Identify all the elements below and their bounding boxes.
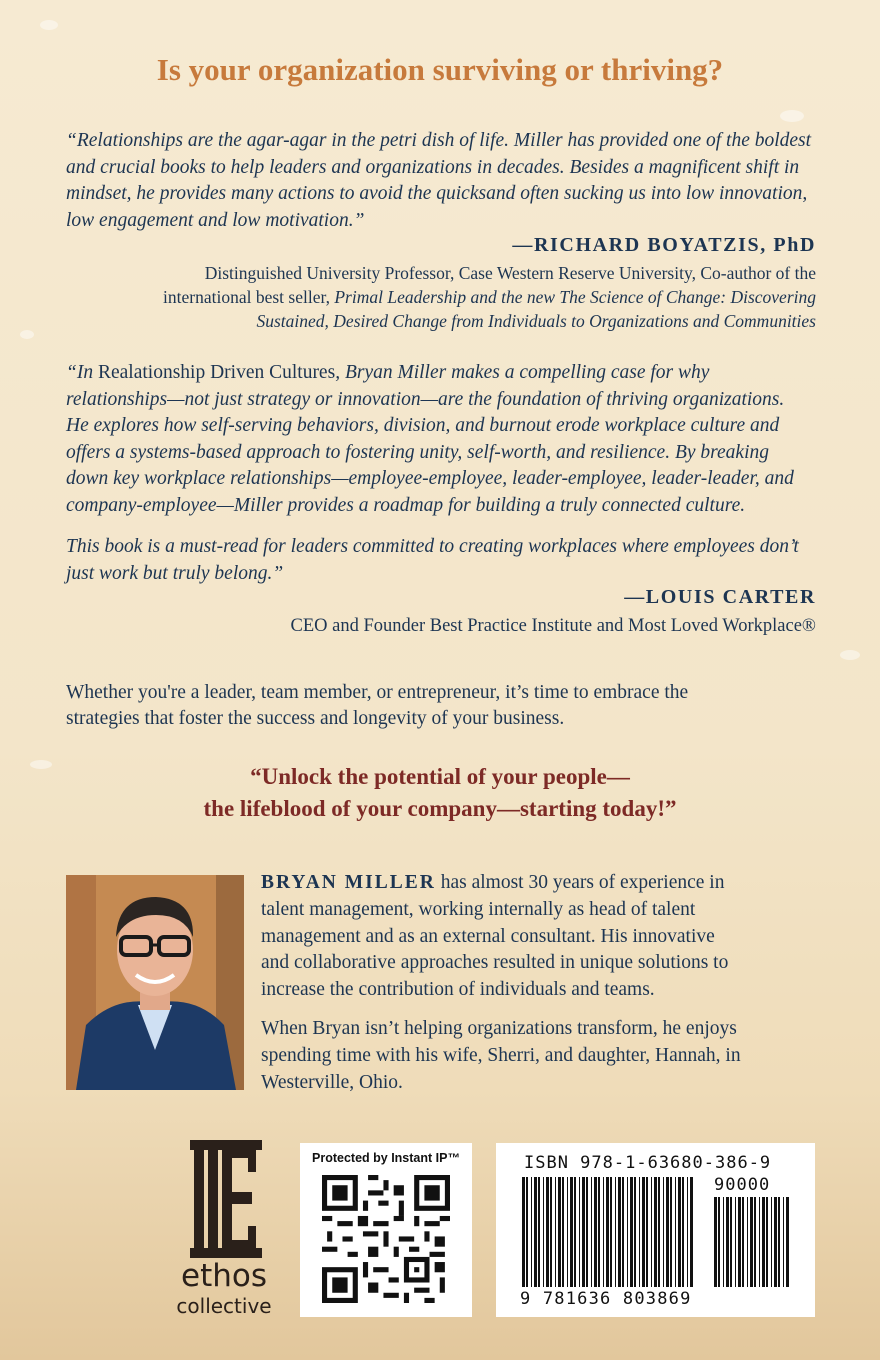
quote-line: down key workplace relationships—employee-employee, leader-employee, leader-leader, and: [66, 468, 794, 489]
quote-text: “In: [66, 362, 98, 383]
barcode-bar: [526, 1177, 528, 1287]
barcode-bar: [543, 1177, 544, 1287]
barcode-bar: [690, 1177, 693, 1287]
paper-texture: [40, 20, 58, 30]
quote-line: low engagement and low motivation.”: [66, 209, 365, 231]
barcode-bar: [538, 1177, 540, 1287]
barcode-bar: [586, 1177, 588, 1287]
barcode-bar: [606, 1177, 609, 1287]
barcode-bar: [627, 1177, 628, 1287]
affiliation-line: [56, 285, 816, 309]
barcode-bar: [750, 1197, 753, 1287]
barcode-bar: [771, 1197, 772, 1287]
bio-line: When Bryan isn’t helping organizations transform, he enjoys: [261, 1018, 737, 1039]
book-title: Realationship Driven Cultures: [97, 362, 336, 383]
bio-line: and collaborative approaches resulted in unique solutions to: [261, 952, 729, 974]
bio-line: management and as an external consultant. His innovative: [261, 925, 715, 947]
quote-text: , Bryan Miller makes a compelling case for why: [335, 362, 710, 383]
barcode-addon-bars: [712, 1197, 792, 1287]
author-name: BRYAN MILLER: [261, 872, 436, 893]
isbn-number: ISBN 978-1-63680-386-9: [524, 1153, 772, 1173]
barcode-bar: [642, 1177, 645, 1287]
pull-quote-line: the lifeblood of your company—starting today!”: [203, 796, 677, 821]
barcode-bar: [594, 1177, 597, 1287]
barcode-bar: [630, 1177, 633, 1287]
barcode-bar: [735, 1197, 736, 1287]
bio-line: [261, 870, 816, 897]
barcode-bar: [591, 1177, 592, 1287]
qr-label: Protected by Instant IP™: [312, 1151, 460, 1165]
barcode-bar: [723, 1197, 724, 1287]
barcode-bar: [603, 1177, 604, 1287]
paper-texture: [840, 650, 860, 660]
barcode-bar: [754, 1197, 756, 1287]
barcode-bars: [520, 1177, 696, 1287]
bio-line: talent management, working internally as head of talent: [261, 898, 696, 920]
quote-line: just work but truly belong.”: [66, 562, 284, 584]
barcode-bar: [558, 1177, 561, 1287]
quote-line: He explores how self-serving behaviors, division, and burnout erode workplace culture and: [66, 415, 780, 436]
barcode-bar: [738, 1197, 741, 1287]
attribution-boyatzis: —RICHARD BOYATZIS, PhD: [512, 234, 816, 256]
barcode-bar: [747, 1197, 748, 1287]
barcode-bar: [786, 1197, 789, 1287]
barcode-bar: [718, 1197, 720, 1287]
affiliation-line: Distinguished University Professor, Case Western Reserve University, Co-author of the: [204, 263, 816, 283]
qr-code-panel: [300, 1143, 472, 1317]
barcode-bar: [651, 1177, 652, 1287]
affiliation-text: international best seller,: [163, 287, 335, 307]
barcode-bar: [555, 1177, 556, 1287]
barcode-bar: [670, 1177, 672, 1287]
barcode-bar: [610, 1177, 612, 1287]
quote-line: “Relationships are the agar-agar in the petri dish of life. Miller has provided one of the boldest: [66, 130, 812, 151]
author-photo: [66, 875, 244, 1090]
price-code: 90000: [714, 1175, 771, 1195]
isbn-barcode-panel: [496, 1143, 815, 1317]
closing-line: strategies that foster the success and longevity of your business.: [66, 708, 565, 729]
barcode-bar: [666, 1177, 669, 1287]
bio-line: spending time with his wife, Sherri, and daughter, Hannah, in: [261, 1044, 741, 1066]
barcode-bar: [567, 1177, 568, 1287]
bio-text: has almost 30 years of experience in: [435, 872, 725, 893]
barcode-bar: [531, 1177, 532, 1287]
affiliation-carter: CEO and Founder Best Practice Institute and Most Loved Workplace®: [290, 616, 816, 636]
book-titles: Primal Leadership and the new The Science of Change: Discovering: [334, 287, 816, 307]
barcode-bar: [622, 1177, 624, 1287]
barcode-bar: [522, 1177, 525, 1287]
quote-line: This book is a must-read for leaders committed to creating workplaces where employees don’t: [66, 536, 799, 557]
barcode-bar: [759, 1197, 760, 1287]
headline: Is your organization surviving or thriving?: [156, 52, 724, 87]
closing-paragraph: [66, 680, 816, 732]
quote-line: relationships—not just strategy or innovation—are the foundation of thriving organizations.: [66, 388, 785, 410]
pillar-e-icon: [168, 1140, 280, 1260]
barcode-bar: [534, 1177, 537, 1287]
bio-line: increase the contribution of individuals and teams.: [261, 979, 655, 1001]
barcode-bar: [730, 1197, 732, 1287]
barcode-bar: [550, 1177, 552, 1287]
affiliation-line: [56, 309, 816, 333]
book-titles: Sustained, Desired Change from Individuals to Organizations and Communities: [256, 311, 816, 331]
barcode-bar: [762, 1197, 765, 1287]
publisher-logo: [168, 1140, 280, 1320]
barcode-bar: [766, 1197, 768, 1287]
barcode-bar: [582, 1177, 585, 1287]
barcode-bar: [663, 1177, 664, 1287]
pull-quote-line: “Unlock the potential of your people—: [250, 764, 630, 789]
publisher-name-sub: collective: [176, 1294, 272, 1318]
attribution-carter: —LOUIS CARTER: [624, 586, 816, 608]
barcode-bar: [726, 1197, 729, 1287]
barcode-bar: [598, 1177, 600, 1287]
barcode-bar: [742, 1197, 744, 1287]
barcode-bar: [646, 1177, 648, 1287]
barcode-bar: [687, 1177, 688, 1287]
quote-line: and crucial books to help leaders and organizations in decades. Besides a magnificent shift in: [66, 156, 800, 178]
barcode-bar: [714, 1197, 717, 1287]
barcode-bar: [658, 1177, 660, 1287]
barcode-bar: [570, 1177, 573, 1287]
quote-line: offers a systems-based approach to fostering unity, self-worth, and resilience. By breaking: [66, 441, 769, 463]
barcode-bar: [579, 1177, 580, 1287]
barcode-bar: [778, 1197, 780, 1287]
barcode-bar: [783, 1197, 784, 1287]
barcode-bar: [615, 1177, 616, 1287]
quote-line: [66, 360, 816, 387]
barcode-bar: [682, 1177, 684, 1287]
paper-texture: [780, 110, 804, 122]
barcode-bar: [562, 1177, 564, 1287]
barcode-bar: [574, 1177, 576, 1287]
bio-line: Westerville, Ohio.: [261, 1071, 403, 1093]
barcode-bar: [546, 1177, 549, 1287]
barcode-bar: [654, 1177, 657, 1287]
quote-line: mindset, he provides many actions to avoid the quicksand often sucking us into low innovation,: [66, 183, 808, 204]
barcode-bar: [678, 1177, 681, 1287]
quote-line: company-employee—Miller provides a roadmap for building a truly connected culture.: [66, 494, 746, 516]
ean-number: 9 781636 803869: [520, 1289, 692, 1309]
barcode-bar: [639, 1177, 640, 1287]
qr-code-icon[interactable]: [322, 1175, 450, 1303]
barcode-bar: [634, 1177, 636, 1287]
barcode-bar: [618, 1177, 621, 1287]
barcode-bar: [774, 1197, 777, 1287]
closing-line: Whether you're a leader, team member, or entrepreneur, it’s time to embrace the: [66, 682, 689, 703]
barcode-bar: [675, 1177, 676, 1287]
publisher-name: ethos: [181, 1258, 267, 1294]
paper-texture: [20, 330, 34, 339]
